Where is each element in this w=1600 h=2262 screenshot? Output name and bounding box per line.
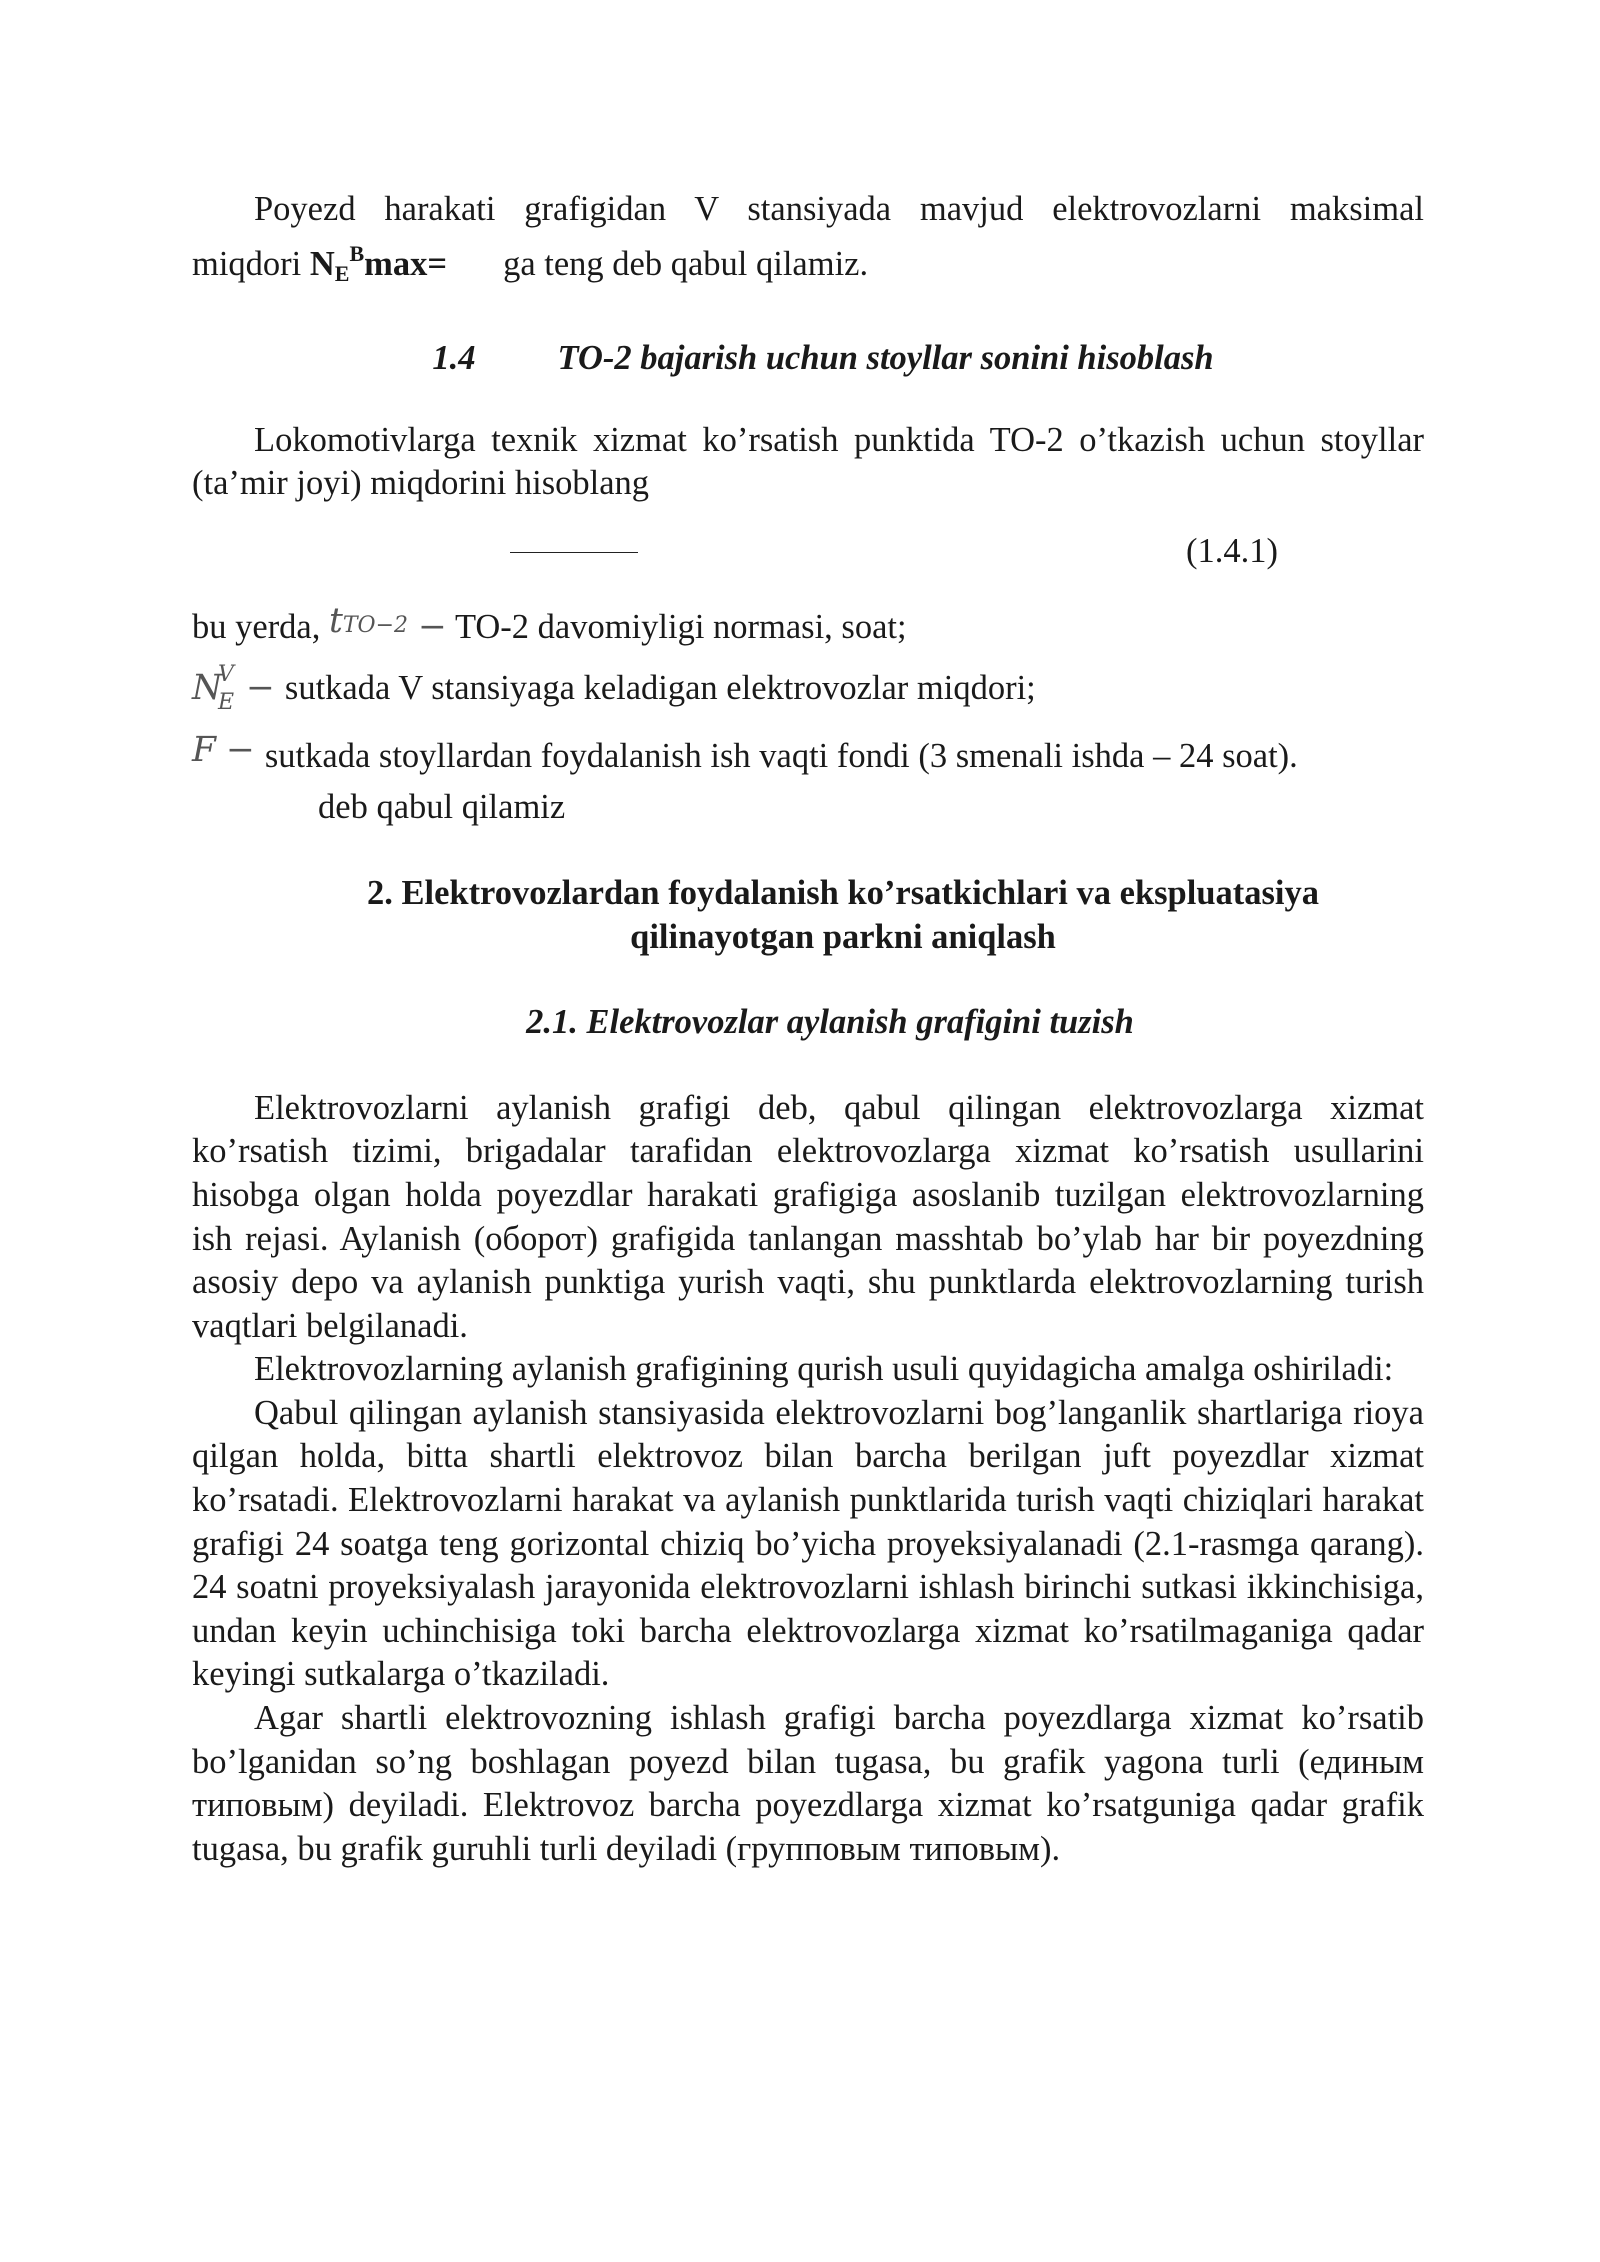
intro-text-1: Poyezd harakati grafigidan V stansiyada mavjud elektrovozlarni maksimal [254,190,1424,228]
intro-line-1 [192,188,1424,232]
definition-t [192,600,1424,650]
intro-line-2 [192,232,1424,296]
dash: − [225,729,255,770]
body-paragraph-2: Elektrovozlarning aylanish grafigining qurish usuli quyidagicha amalga oshiriladi: [254,1350,1394,1389]
section-2-title-line-2: qilinayotgan parkni aniqlash [630,917,1056,956]
section-2-1-title: Elektrovozlar aylanish grafigini tuzish [586,1003,1134,1042]
definition-text-f: sutkada stoyllardan foydalanish ish vaqti fondi (3 smenali ishda – 24 soat). [264,736,1298,775]
accept-note: deb qabul qilamiz [318,788,566,827]
intro-text-3: ga teng deb qabul qilamiz. [503,244,869,283]
section-2-heading [192,872,1424,959]
section-2-1-number: 2.1. [526,1003,578,1042]
t-symbol: t [329,600,343,641]
fraction-line [510,552,638,553]
section-2-title-1: Elektrovozlardan foydalanish ko’rsatkichlari va ekspluatasiya [401,873,1320,912]
section-2-number: 2. [366,873,393,912]
definition-text-t: TO-2 davomiyligi normasi, soat; [454,607,907,646]
section-1-4-number: 1.4 [432,339,476,378]
document-page [192,188,1424,1871]
n-symbol-sup: V [218,662,234,688]
nemax-sup: B [349,240,365,266]
definition-f [192,729,1424,779]
dash: − [418,606,447,647]
f-symbol: F [192,729,216,770]
nemax-tail: max= [364,244,448,283]
t-to2-symbol [329,601,408,641]
body-paragraph-3: Qabul qilingan aylanish stansiyasida elektrovozlarni bog’langanlik shartlariga rioya qilgan holda, bitta shartli elektrovoz bilan barcha berilgan juft poyezdlar xizmat ko’rsatadi. Elektrovozlarni harakat va aylanish punktlarida turish vaqti chiziqlari harakat grafigi 24 soatga teng gorizontal chiziq bo’yicha proyeksiyalanadi (2.1-rasmga qarang). 24 soatni proyeksiyalash jarayonida elektrovozlarni ishlash birinchi sutkasi ikkinchisiga, undan keyin uchinchisiga toki barcha elektrovozlarga xizmat ko’rsatilmaganiga qadar keyingi sutkalarga o’tkaziladi. [192,1393,1424,1694]
section-1-4-heading [192,337,1424,381]
definition-prefix: bu yerda, [192,607,329,646]
section-1-4-paragraph: Lokomotivlarga texnik xizmat ko’rsatish punktida TO-2 o’tkazish uchun stoyllar (ta’mir joyi) miqdorini hisoblang [192,420,1424,503]
n-symbol: N [192,668,223,709]
section-2-title-line-1 [262,872,1424,916]
t-symbol-sub: TO−2 [342,612,409,638]
equation-row [192,530,1424,574]
nemax-symbol [309,240,448,286]
ne-v-symbol [192,662,236,716]
intro-text-2: miqdori [192,244,310,283]
definition-n [192,662,1424,716]
definition-text-n: sutkada V stansiyaga keladigan elektrovozlar miqdori; [284,669,1036,708]
equation-number: (1.4.1) [1186,531,1278,570]
section-1-4-title: TO-2 bajarish uchun stoyllar sonini hisoblash [557,339,1214,378]
section-2-1-heading [192,1001,1424,1045]
body-paragraph-1: Elektrovozlarni aylanish grafigi deb, qabul qilingan elektrovozlarga xizmat ko’rsatish tizimi, brigadalar tarafidan elektrovozlarga xizmat ko’rsatish usullarini hisobga olgan holda poyezdlar harakati grafigiga asoslanib tuzilgan elektrovozlarning ish rejasi. Aylanish (оборот) grafigida tanlangan masshtab bo’ylab har bir poyezdning asosiy depo va aylanish punktiga yurish vaqti, shu punktlarda elektrovozlarning turish vaqtlari belgilanadi. [192,1088,1424,1345]
nemax-main: N [309,244,335,283]
nemax-sub: E [334,260,350,286]
n-symbol-sub: E [218,690,235,716]
dash: − [246,668,275,709]
body-paragraph-4: Agar shartli elektrovozning ishlash grafigi barcha poyezdlarga xizmat ko’rsatib bo’lganidan so’ng boshlagan poyezd bilan tugasa, bu grafik yagona turli (единым типовым) deyiladi. Elektrovoz barcha poyezdlarga xizmat ko’rsatguniga qadar grafik tugasa, bu grafik guruhli turli deyiladi (групповым типовым). [192,1699,1424,1868]
